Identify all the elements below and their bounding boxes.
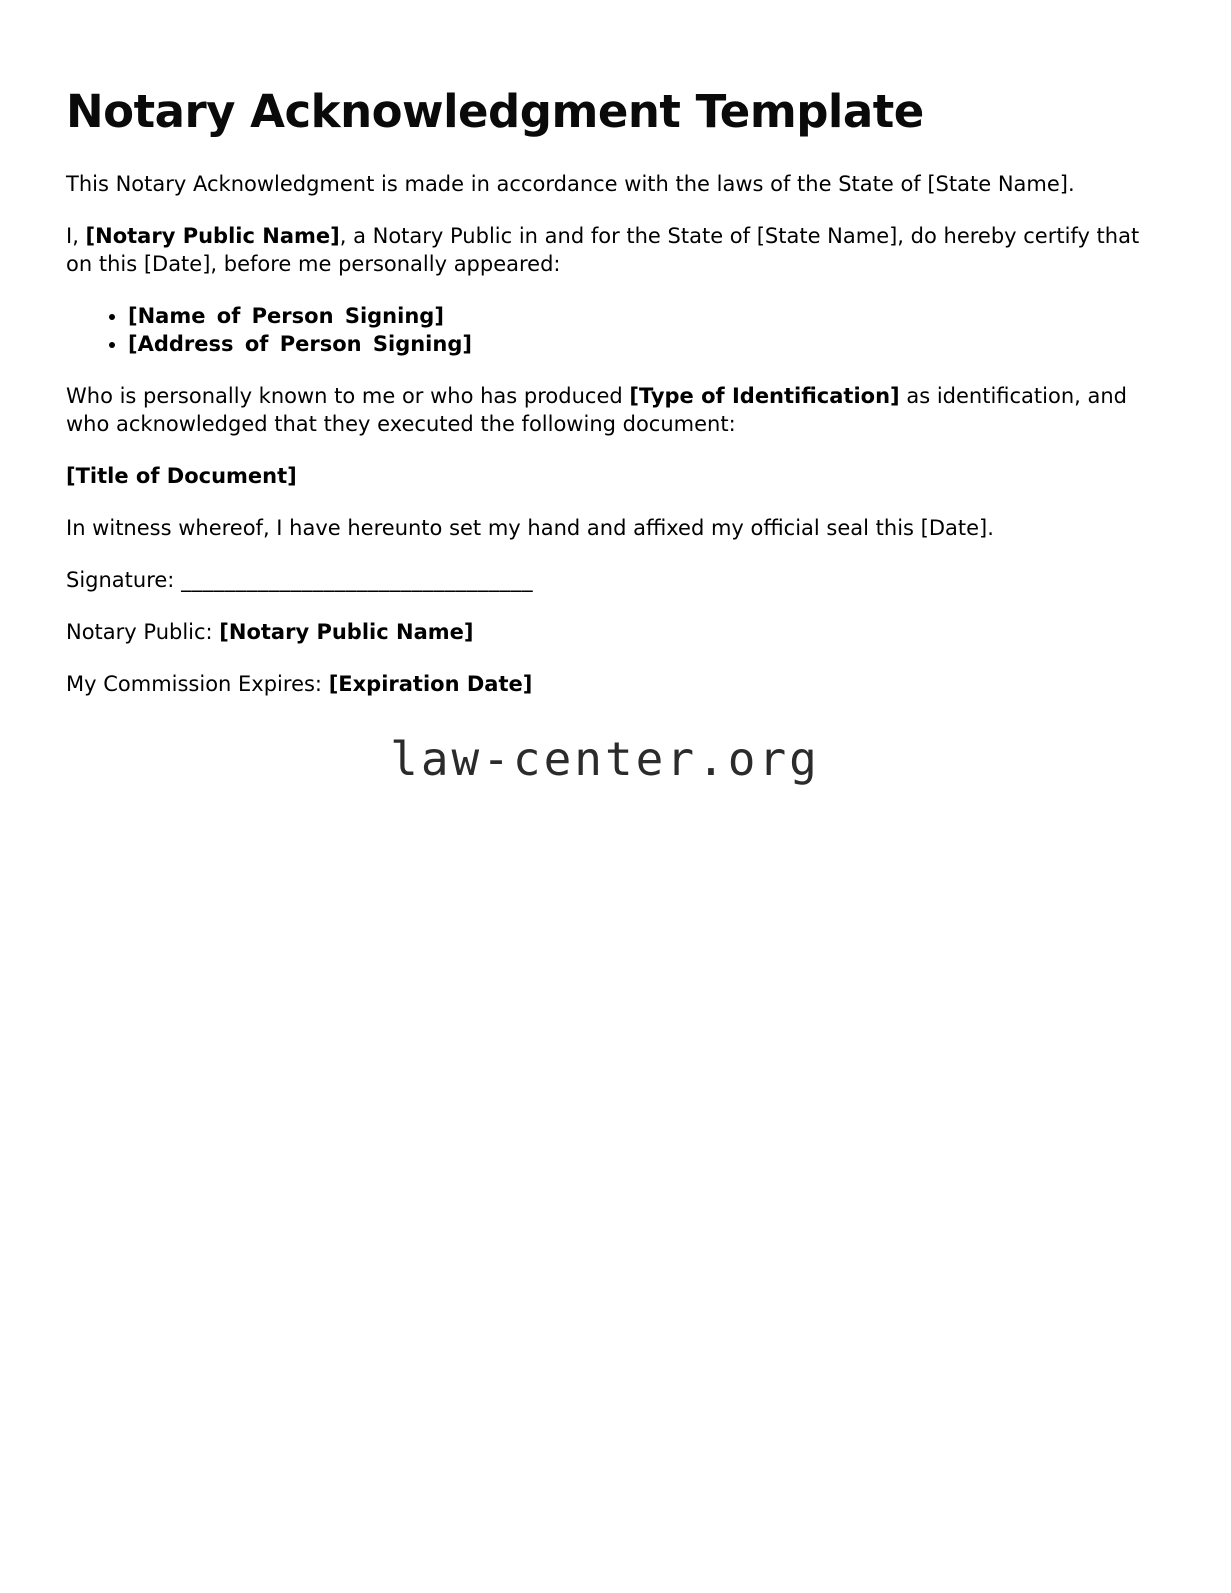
notary-public-value: [Notary Public Name] <box>219 619 474 644</box>
notary-public-label: Notary Public: <box>66 619 220 644</box>
notary-public-name-placeholder: [Notary Public Name] <box>85 223 340 248</box>
commission-expires-value: [Expiration Date] <box>328 671 533 696</box>
document-title-placeholder: [Title of Document] <box>66 463 297 488</box>
document-page <box>0 0 1231 786</box>
signature-row <box>66 566 1144 594</box>
list-item: • [Address of Person Signing] <box>128 330 1144 358</box>
identification-pre: Who is personally known to me or who has produced <box>66 383 630 408</box>
witness-paragraph: In witness whereof, I have hereunto set my hand and affixed my official seal this [Date]. <box>66 515 994 540</box>
commission-expires-label: My Commission Expires: <box>66 671 329 696</box>
identification-post: as identification, and who acknowledged that they executed the following document: <box>66 383 1128 436</box>
identification-paragraph <box>66 382 1144 438</box>
notary-intro-post: , a Notary Public in and for the State of [State Name], do hereby certify that on this [Date], before me personally appeared: <box>66 223 1140 276</box>
watermark-law-center: law-center.org <box>390 731 820 786</box>
notary-intro-paragraph <box>66 222 1144 278</box>
notary-public-row <box>66 618 1144 646</box>
identification-type-placeholder: [Type of Identification] <box>629 383 900 408</box>
signature-label: Signature: <box>66 567 182 592</box>
document-content <box>66 86 1144 786</box>
notary-intro-pre: I, <box>66 223 86 248</box>
list-item: • [Name of Person Signing] <box>128 302 1144 330</box>
intro-paragraph: This Notary Acknowledgment is made in accordance with the laws of the State of [State Name]. <box>66 171 1075 196</box>
commission-expires-row <box>66 670 1144 698</box>
signature-blank-line: ________________________________ <box>181 567 534 592</box>
person-signing-list <box>66 302 1144 358</box>
page-title: Notary Acknowledgment Template <box>66 85 924 138</box>
